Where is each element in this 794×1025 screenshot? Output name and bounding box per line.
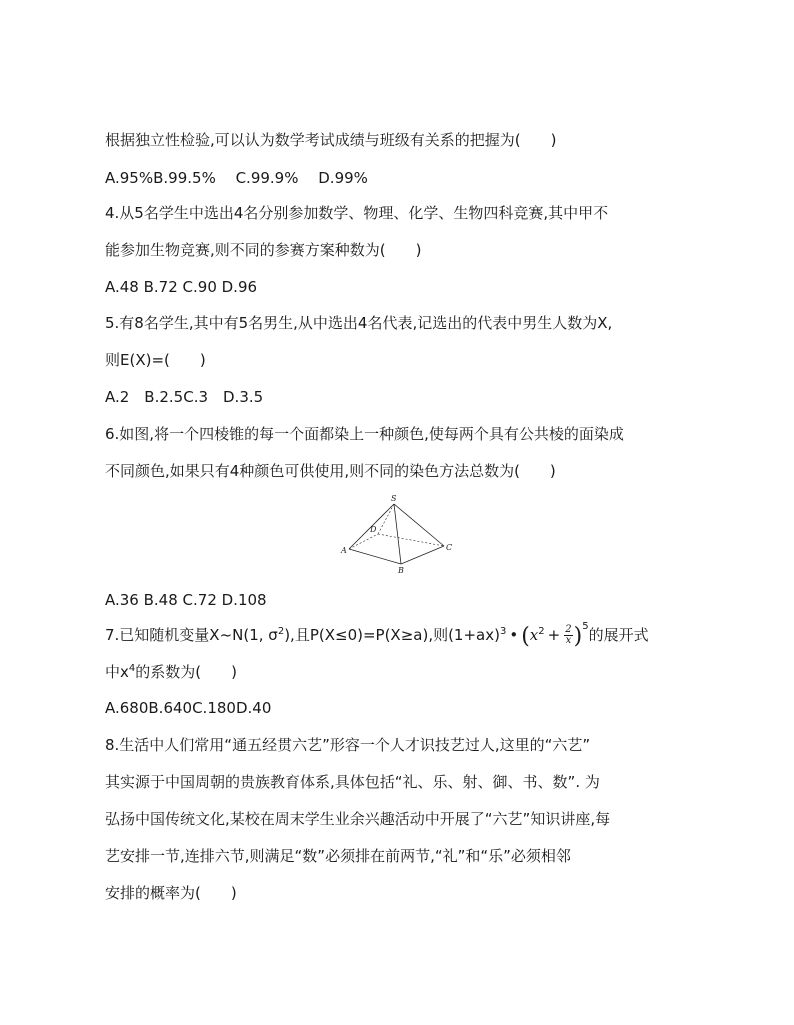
answer-options-q6: A.36 B.48 C.72 D.108	[105, 591, 267, 609]
question-7-line-2	[105, 662, 705, 682]
q7-x: x	[529, 626, 539, 644]
q7-line2-a: 中x	[105, 663, 129, 681]
q7-text-a: 7.已知随机变量X~N(1, σ	[105, 626, 278, 644]
q7-line2-c: 的系数为( )	[135, 663, 237, 681]
pyramid-figure	[336, 492, 462, 574]
right-paren: )	[573, 624, 583, 649]
vertex-label-d: D	[370, 525, 377, 534]
fraction-2-over-x	[564, 625, 572, 646]
vertex-label-b: B	[398, 566, 404, 574]
q7-sup-sigma: 2	[277, 626, 285, 637]
left-paren: (	[521, 624, 530, 649]
question-6-line-2: 不同颜色,如果只有4种颜色可供使用,则不同的染色方法总数为( )	[105, 462, 556, 480]
answer-options-q4: A.48 B.72 C.90 D.96	[105, 278, 258, 296]
q7-plus: +	[547, 626, 561, 644]
question-8-line-5: 安排的概率为( )	[105, 884, 237, 902]
q7-text-c: ),且P(X≤0)=P(X≥a),则(1+ax)	[284, 626, 500, 644]
q7-sup-cube: 3	[499, 626, 507, 637]
vertex-label-a: A	[341, 546, 347, 555]
question-5-line-1: 5.有8名学生,其中有5名男生,从中选出4名代表,记选出的代表中男生人数为X,	[105, 314, 613, 332]
question-8-line-1: 8.生活中人们常用“通五经贯六艺”形容一个人才识技艺过人,这里的“六艺”	[105, 736, 591, 754]
text-line: 根据独立性检验,可以认为数学考试成绩与班级有关系的把握为( )	[105, 131, 557, 149]
question-7-line-1	[105, 621, 705, 649]
question-8-line-2: 其实源于中国周朝的贵族教育体系,具体包括“礼、乐、射、御、书、数”. 为	[105, 773, 600, 791]
fraction-numerator: 2	[565, 624, 572, 635]
question-6-line-1: 6.如图,将一个四棱锥的每一个面都染上一种颜色,使每两个具有公共棱的面染成	[105, 425, 624, 443]
q7-sup-5: 5	[582, 621, 589, 632]
answer-options-q5: A.2 B.2.5C.3 D.3.5	[105, 388, 264, 406]
question-8-line-3: 弘扬中国传统文化,某校在周末学生业余兴趣活动中开展了“六艺”知识讲座,每	[105, 810, 611, 828]
question-5-line-2: 则E(X)=( )	[105, 351, 206, 369]
q7-sup-x4: 4	[128, 663, 136, 674]
question-4-line-1: 4.从5名学生中选出4名分别参加数学、物理、化学、生物四科竞赛,其中甲不	[105, 204, 609, 222]
answer-options-q3: A.95%B.99.5% C.99.9% D.99%	[105, 169, 368, 187]
q7-dot: •	[509, 626, 519, 644]
answer-options-q7: A.680B.640C.180D.40	[105, 699, 272, 717]
vertex-label-c: C	[446, 543, 453, 552]
question-4-line-2: 能参加生物竞赛,则不同的参赛方案种数为( )	[105, 241, 422, 259]
question-8-line-4: 艺安排一节,连排六节,则满足“数”必须排在前两节,“礼”和“乐”必须相邻	[105, 847, 571, 865]
q7-text-l: 的展开式	[588, 626, 649, 644]
vertex-label-s: S	[391, 494, 397, 503]
fraction-denominator: x	[565, 635, 572, 646]
q7-sup-x2: 2	[538, 626, 545, 637]
